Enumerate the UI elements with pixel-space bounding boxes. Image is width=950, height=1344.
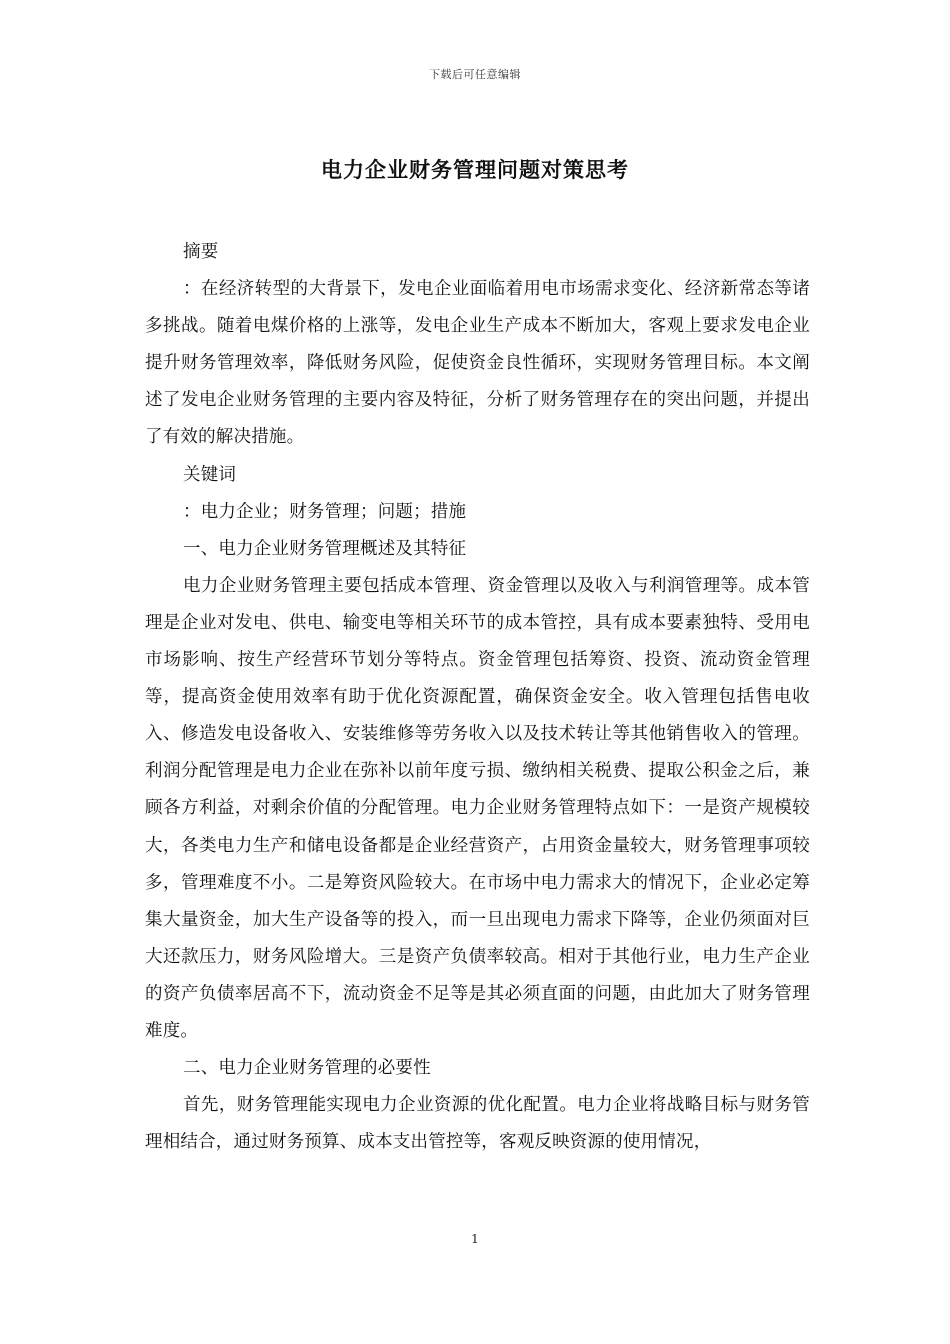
section-1-heading: 一、电力企业财务管理概述及其特征 (183, 538, 467, 559)
keywords-heading: 关键词 (183, 464, 237, 485)
section-2-paragraph: 首先，财务管理能实现电力企业资源的优化配置。电力企业将战略目标与财务管理相结合，通过财务预算、成本支出管控等，客观反映资源的使用情况， (145, 1095, 810, 1153)
page-number: 1 (471, 1232, 479, 1246)
abstract-heading: 摘要 (183, 242, 219, 262)
section-1-paragraph: 电力企业财务管理主要包括成本管理、资金管理以及收入与利润管理等。成本管理是企业对发电、供电、输变电等相关环节的成本管控，具有成本要素独特、受用电市场影响、按生产经营环节划分等特点。资金管理包括筹资、投资、流动资金管理等，提高资金使用效率有助于优化资源配置，确保资金安全。收入管理包括售电收入、修造发电设备收入、安装维修等劳务收入以及技术转让等其他销售收入的管理。利润分配管理是电力企业在弥补以前年度亏损、缴纳相关税费、提取公积金之后，兼顾各方利益，对剩余价值的分配管理。电力企业财务管理特点如下：一是资产规模较大，各类电力生产和储电设备都是企业经营资产，占用资金量较大，财务管理事项较多，管理难度不小。二是筹资风险较大。在市场中电力需求大的情况下，企业必定筹集大量资金，加大生产设备等的投入，而一旦出现电力需求下降等，企业仍须面对巨大还款压力，财务风险增大。三是资产负债率较高。相对于其他行业，电力生产企业的资产负债率居高不下，流动资金不足等是其必须直面的问题，由此加大了财务管理难度。 (145, 575, 810, 1041)
abstract-text: ：在经济转型的大背景下，发电企业面临着用电市场需求变化、经济新常态等诸多挑战。随着电煤价格的上涨等，发电企业生产成本不断加大，客观上要求发电企业提升财务管理效率，降低财务风险，促使资金良性循环，实现财务管理目标。本文阐述了发电企业财务管理的主要内容及特征，分析了财务管理存在的突出问题，并提出了有效的解决措施。 (145, 279, 810, 448)
document-title: 电力企业财务管理问题对策思考 (321, 157, 629, 182)
section-2-heading: 二、电力企业财务管理的必要性 (183, 1058, 431, 1079)
document-body (145, 234, 810, 1161)
keywords-text: ：电力企业；财务管理；问题；措施 (183, 501, 467, 522)
page-header-note: 下载后可任意编辑 (429, 68, 521, 81)
